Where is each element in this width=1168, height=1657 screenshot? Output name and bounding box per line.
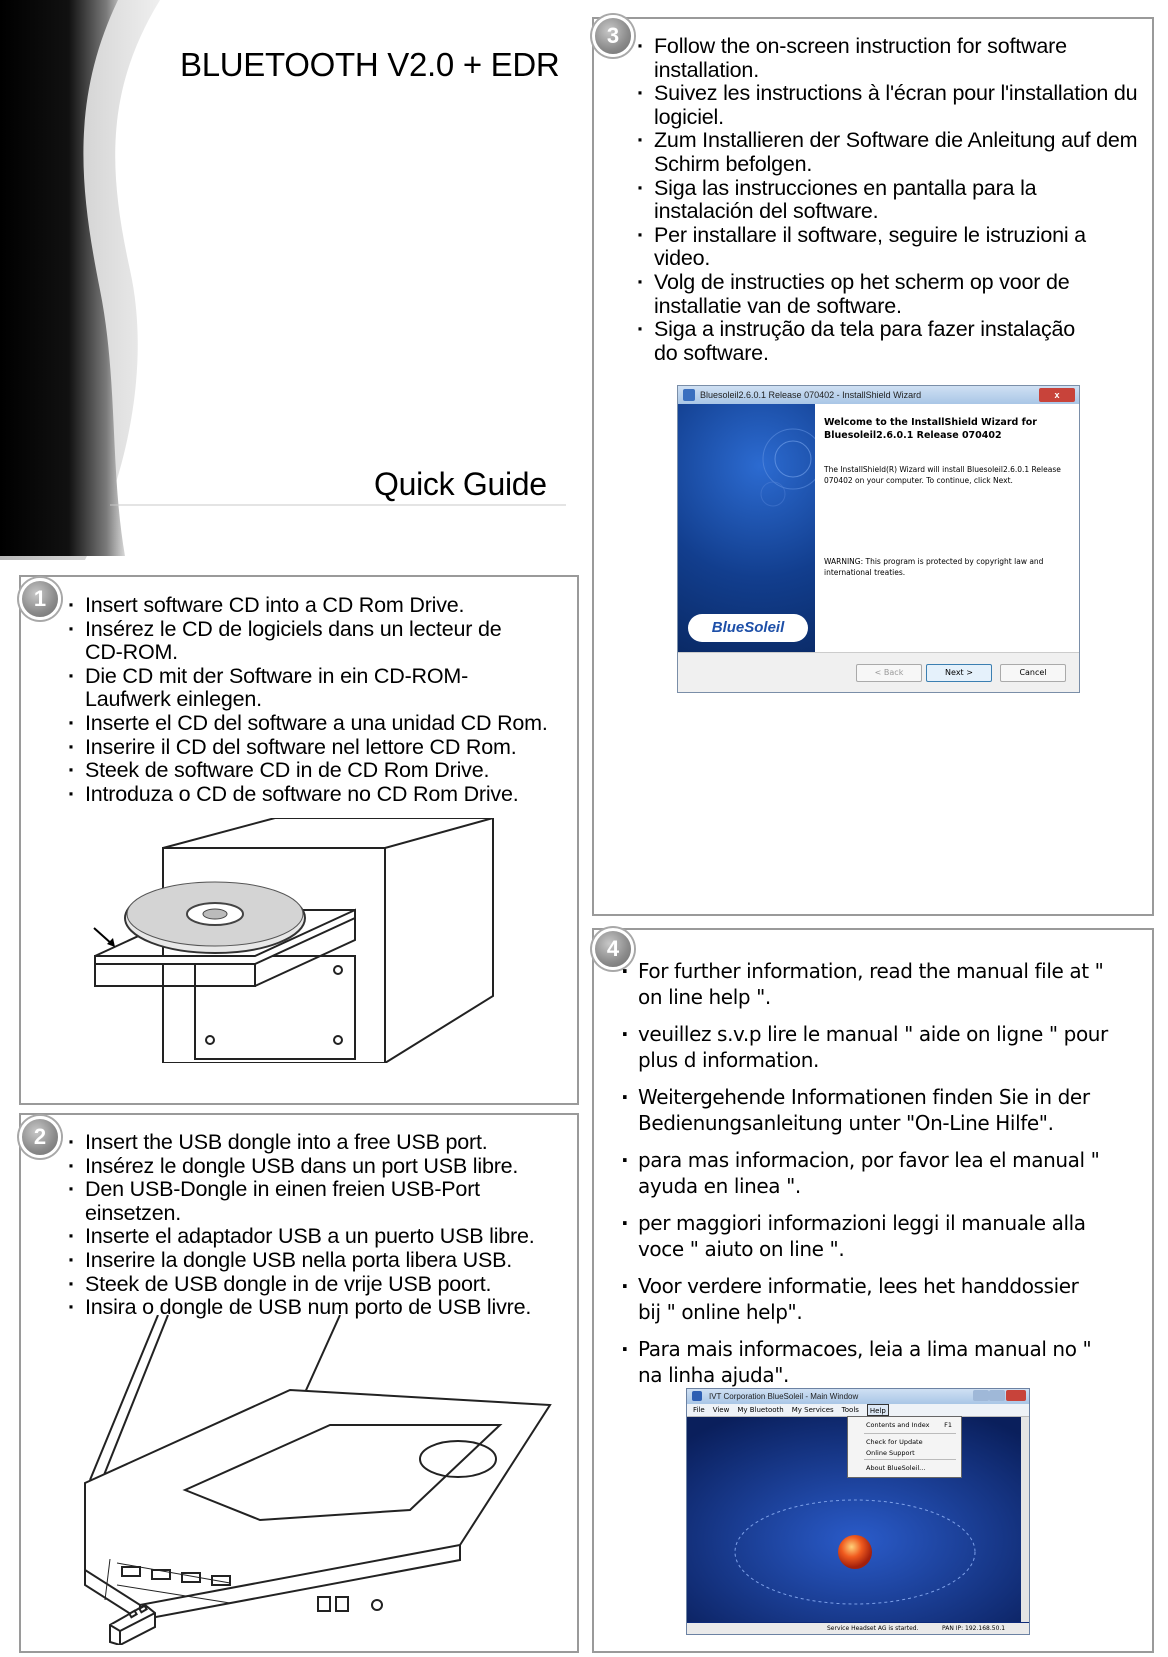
install-wizard-window: [677, 385, 1080, 693]
step-1-line: · Inserire il CD del software nel lettore CD Rom.: [65, 736, 575, 760]
step-4-line: · para mas informacion, por favor lea el manual " ayuda en linea ".: [618, 1147, 1133, 1199]
help-menu-item[interactable]: Check for Update: [866, 1438, 923, 1446]
step-3-line: · Volg de instructies op het scherm op voor de installatie van de software.: [634, 271, 1149, 318]
status-pan-ip: PAN IP: 192.168.50.1: [942, 1625, 1006, 1632]
step-2-badge: 2: [19, 1116, 61, 1158]
app-title: IVT Corporation BlueSoleil - Main Window: [709, 1392, 859, 1401]
cd-drive-illustration: [85, 818, 505, 1063]
step-4-badge: 4: [592, 928, 634, 970]
wizard-next-button[interactable]: Next >: [926, 664, 992, 682]
step-1-line: · Insert software CD into a CD Rom Drive.: [65, 594, 575, 618]
step-4-line: · Voor verdere informatie, lees het handdossier bij " online help".: [618, 1273, 1133, 1325]
app-title-icon: [692, 1391, 702, 1401]
help-menu-separator: [864, 1433, 956, 1434]
step-4-instructions: [618, 958, 1133, 1399]
step-1-line: · Steek de software CD in de CD Rom Drive.: [65, 759, 575, 783]
step-2-instructions: [65, 1131, 575, 1320]
step-3-badge: 3: [592, 15, 634, 57]
laptop-usb-illustration: [80, 1315, 560, 1645]
step-4-line: · Weitergehende Informationen finden Sie in der Bedienungsanleitung unter "On-Line Hilfe".: [618, 1084, 1133, 1136]
bluesoleil-logo: BlueSoleil: [688, 614, 808, 642]
menu-tools[interactable]: Tools: [841, 1406, 859, 1414]
wizard-cancel-button[interactable]: Cancel: [1000, 664, 1066, 682]
step-3-line: · Per installare il software, seguire le istruzioni a video.: [634, 224, 1149, 271]
usb-dongle: [110, 1605, 155, 1645]
step-1-instructions: [65, 594, 575, 806]
app-statusbar: [687, 1623, 1029, 1634]
step-1-line: · Introduza o CD de software no CD Rom Drive.: [65, 783, 575, 807]
bluesoleil-main-window: [686, 1388, 1030, 1635]
step-2-line: · Inserte el adaptador USB a un puerto USB libre.: [65, 1225, 575, 1249]
step-2-line: · Den USB-Dongle in einen freien USB-Port einsetzen.: [65, 1178, 575, 1225]
wizard-close-button[interactable]: x: [1039, 388, 1075, 402]
menu-my-bluetooth[interactable]: My Bluetooth: [737, 1406, 784, 1414]
wizard-back-button[interactable]: < Back: [856, 664, 922, 682]
status-message: Service Headset AG is started.: [827, 1625, 919, 1632]
step-2-line: · Insert the USB dongle into a free USB port.: [65, 1131, 575, 1155]
wizard-heading: Welcome to the InstallShield Wizard for Bluesoleil2.6.0.1 Release 070402: [824, 417, 1037, 441]
wizard-title: Bluesoleil2.6.0.1 Release 070402 - InstallShield Wizard: [700, 390, 922, 400]
help-menu-item[interactable]: About BlueSoleil...: [866, 1464, 926, 1472]
step-3-line: · Suivez les instructions à l'écran pour l'installation du logiciel.: [634, 82, 1149, 129]
wizard-body-text: The InstallShield(R) Wizard will install Bluesoleil2.6.0.1 Release 070402 on your computer. To continue, click Next.: [824, 465, 1061, 485]
step-3-line: · Zum Installieren der Software die Anleitung auf dem Schirm befolgen.: [634, 129, 1149, 176]
help-dropdown-menu: [847, 1416, 962, 1478]
app-titlebar: [687, 1389, 1029, 1404]
step-1-line: · Die CD mit der Software in ein CD-ROM-Laufwerk einlegen.: [65, 665, 575, 712]
step-3-line: · Siga las instrucciones en pantalla para la instalación del software.: [634, 177, 1149, 224]
app-maximize-button[interactable]: [989, 1390, 1005, 1401]
wizard-titlebar: [678, 386, 1079, 404]
step-2-line: · Insira o dongle de USB num porto de USB livre.: [65, 1296, 575, 1320]
menu-help[interactable]: Help: [867, 1404, 889, 1416]
help-menu-item[interactable]: Online Support: [866, 1449, 915, 1457]
step-4-line: · For further information, read the manual file at " on line help ".: [618, 958, 1133, 1010]
step-2-line: · Inserire la dongle USB nella porta libera USB.: [65, 1249, 575, 1273]
step-1-line: · Inserte el CD del software a una unidad CD Rom.: [65, 712, 575, 736]
step-1-line: · Insérez le CD de logiciels dans un lecteur de CD-ROM.: [65, 618, 575, 665]
step-4-line: · veuillez s.v.p lire le manual " aide on ligne " pour plus d information.: [618, 1021, 1133, 1073]
app-close-button[interactable]: [1006, 1390, 1026, 1401]
wizard-button-bar: [678, 652, 1079, 693]
quick-guide-title: Quick Guide: [374, 466, 547, 502]
step-4-line: · Para mais informacoes, leia a lima manual no " na linha ajuda".: [618, 1336, 1133, 1388]
help-menu-item[interactable]: Contents and Index F1: [866, 1421, 952, 1429]
help-menu-separator: [864, 1459, 956, 1460]
wizard-warning-text: WARNING: This program is protected by copyright law and international treaties.: [824, 557, 1044, 577]
step-3-line: · Follow the on-screen instruction for software installation.: [634, 35, 1149, 82]
wizard-app-icon: [683, 389, 695, 401]
menu-my-services[interactable]: My Services: [791, 1406, 834, 1414]
app-minimize-button[interactable]: [973, 1390, 989, 1401]
wizard-side-banner: [678, 404, 815, 652]
step-3-instructions: [634, 35, 1149, 365]
step-1-badge: 1: [19, 578, 61, 620]
step-4-line: · per maggiori informazioni leggi il manuale alla voce " aiuto on line ".: [618, 1210, 1133, 1262]
app-scrollbar[interactable]: [1021, 1417, 1029, 1622]
step-2-line: · Steek de USB dongle in de vrije USB poort.: [65, 1273, 575, 1297]
local-device-sun[interactable]: [838, 1535, 872, 1569]
menu-view[interactable]: View: [712, 1406, 730, 1414]
page-title: BLUETOOTH V2.0 + EDR: [180, 46, 560, 83]
step-2-line: · Insérez le dongle USB dans un port USB libre.: [65, 1155, 575, 1179]
menu-file[interactable]: File: [693, 1406, 705, 1414]
step-3-line: · Siga a instrução da tela para fazer instalação do software.: [634, 318, 1149, 365]
